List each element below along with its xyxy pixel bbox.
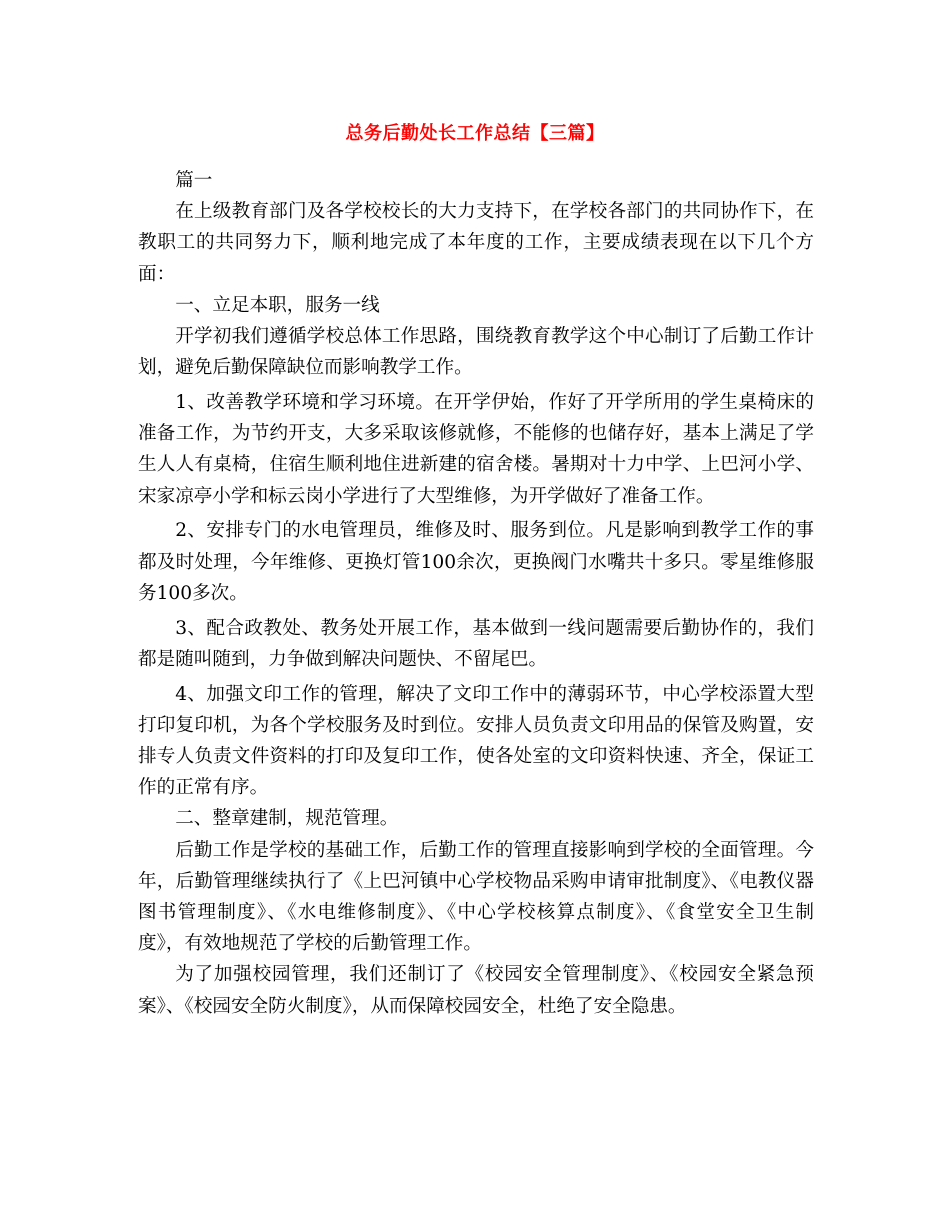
paragraph-item-3: 3、配合政教处、教务处开展工作，基本做到一线问题需要后勤协作的，我们都是随叫随到，力争做到解决问题快、不留尾巴。	[138, 617, 814, 670]
paragraph-item-2: 2、安排专门的水电管理员，维修及时、服务到位。凡是影响到教学工作的事都及时处理，今年维修、更换灯管100余次，更换阀门水嘴共十多只。零星维修服务100多次。	[138, 520, 814, 604]
paragraph-item-1: 1、改善教学环境和学习环境。在开学伊始，作好了开学所用的学生桌椅床的准备工作，为节约开支，大多采取该修就修，不能修的也储存好，基本上满足了学生人人有桌椅，住宿生顺利地住进新建的宿舍楼。暑期对十力中学、上巴河小学、宋家凉亭小学和标云岗小学进行了大型维修，为开学做好了准备工作。	[138, 392, 814, 507]
paragraph-intro: 在上级教育部门及各学校校长的大力支持下，在学校各部门的共同协作下，在教职工的共同努力下，顺利地完成了本年度的工作，主要成绩表现在以下几个方面：	[138, 201, 814, 285]
document-body	[138, 165, 814, 1022]
paragraph: 开学初我们遵循学校总体工作思路，围绕教育教学这个中心制订了后勤工作计划，避免后勤保障缺位而影响教学工作。	[138, 326, 814, 379]
paragraph-heading-1: 一、立足本职，服务一线	[175, 294, 380, 316]
paragraph: 为了加强校园管理，我们还制订了《校园安全管理制度》、《校园安全紧急预案》、《校园安全防火制度》，从而保障校园安全，杜绝了安全隐患。	[138, 964, 814, 1017]
paragraph-heading-2: 二、整章建制，规范管理。	[175, 808, 399, 830]
paragraph-item-4: 4、加强文印工作的管理，解决了文印工作中的薄弱环节，中心学校添置大型打印复印机，为各个学校服务及时到位。安排人员负责文印用品的保管及购置，安排专人负责文件资料的打印及复印工作，使各处室的文印资料快速、齐全，保证工作的正常有序。	[138, 683, 814, 799]
paragraph-section-heading: 篇一	[175, 170, 213, 191]
document-title: 总务后勤处长工作总结【三篇】	[345, 123, 605, 144]
paragraph: 后勤工作是学校的基础工作，后勤工作的管理直接影响到学校的全面管理。今年，后勤管理继续执行了《上巴河镇中心学校物品采购申请审批制度》、《电教仪器图书管理制度》、《水电维修制度》、《中心学校核算点制度》、《食堂安全卫生制度》，有效地规范了学校的后勤管理工作。	[138, 839, 814, 955]
